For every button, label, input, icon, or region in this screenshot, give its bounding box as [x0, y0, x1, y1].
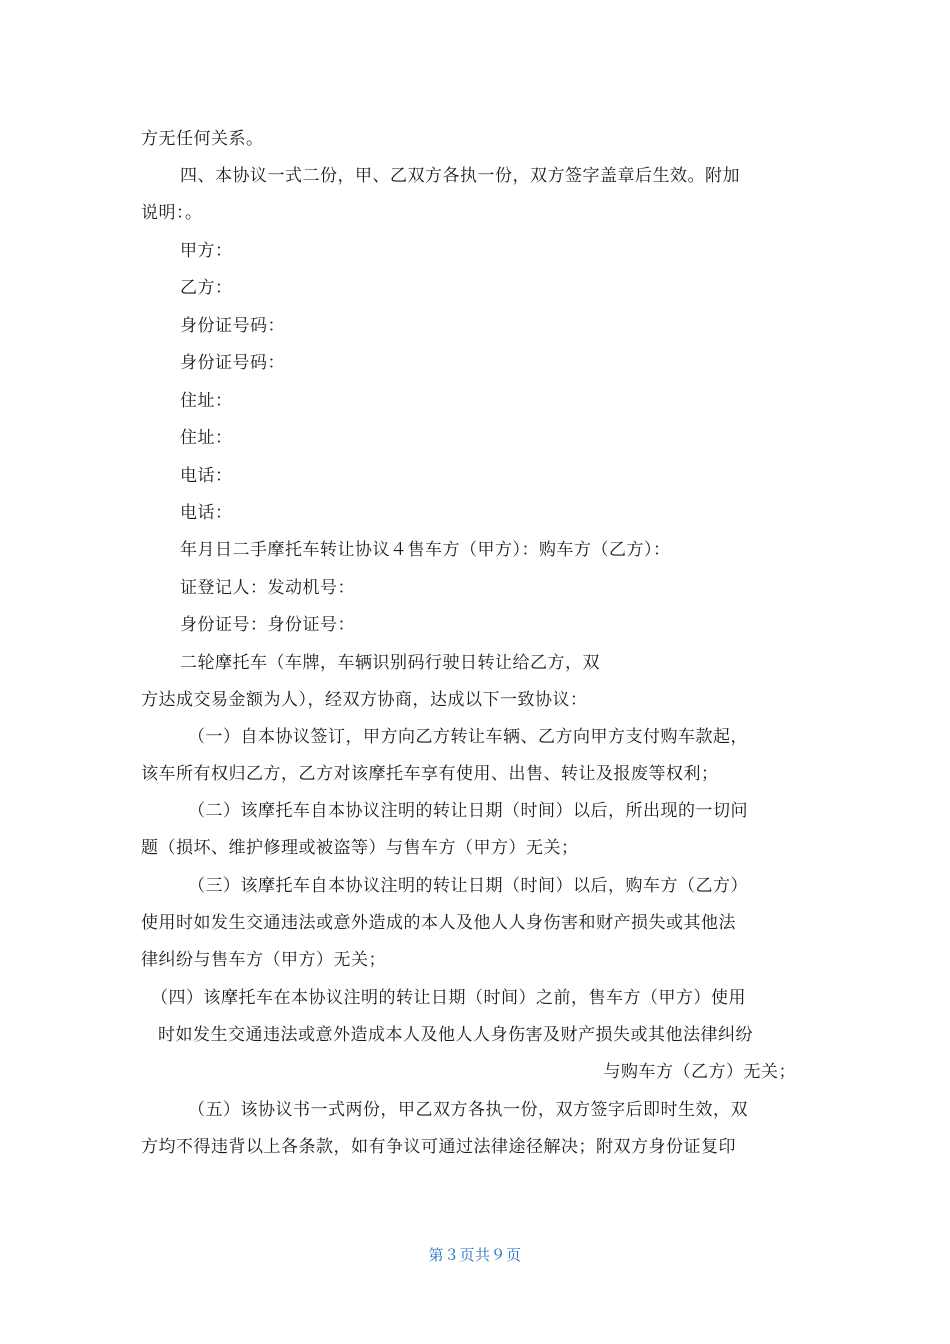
agreement-heading-line: 年月日二手摩托车转让协议４售车方（甲方）：购车方（乙方）： [180, 540, 671, 560]
clause-3-line: 使用时如发生交通违法或意外造成的本人及他人人身伤害和财产损失或其他法 [141, 913, 736, 933]
clause-2-line: 题（损坏、维护修理或被盗等）与售车方（甲方）无关； [141, 838, 579, 858]
phone-label: 电话： [180, 503, 233, 523]
clause-3-line: 律纠纷与售车方（甲方）无关； [141, 950, 386, 970]
clause-4-line: （四）该摩托车在本协议注明的转让日期（时间）之前，售车方（甲方）使用 [151, 988, 746, 1008]
clause-2-line: （二）该摩托车自本协议注明的转让日期（时间）以后，所出现的一切问 [188, 801, 748, 821]
clause-4-line: 与购车方（乙方）无关； [603, 1062, 796, 1082]
phone-label: 电话： [180, 466, 233, 486]
paragraph-line: 方无任何关系。 [141, 129, 264, 149]
party-b-label: 乙方： [180, 278, 233, 298]
paragraph-line: 证登记人：发动机号： [180, 578, 355, 598]
clause-3-line: （三）该摩托车自本协议注明的转让日期（时间）以后，购车方（乙方） [188, 876, 748, 896]
address-label: 住址： [180, 428, 233, 448]
paragraph-line: 四、本协议一式二份，甲、乙双方各执一份，双方签字盖章后生效。附加 [180, 166, 740, 186]
clause-5-line: （五）该协议书一式两份，甲乙双方各执一份，双方签字后即时生效，双 [188, 1100, 748, 1120]
paragraph-line: 说明：。 [141, 203, 203, 223]
paragraph-line: 方达成交易金额为人），经双方协商，达成以下一致协议： [141, 690, 588, 710]
id-number-label: 身份证号码： [180, 316, 285, 336]
clause-4-line: 时如发生交通违法或意外造成本人及他人人身伤害及财产损失或其他法律纠纷 [158, 1025, 753, 1045]
page-number-footer: 第３页共９页 [428, 1246, 522, 1264]
id-number-label: 身份证号码： [180, 353, 285, 373]
clause-1-line: （一）自本协议签订，甲方向乙方转让车辆、乙方向甲方支付购车款起， [188, 727, 748, 747]
paragraph-line: 二轮摩托车（车牌，车辆识别码行驶日转让给乙方，双 [180, 653, 600, 673]
address-label: 住址： [180, 391, 233, 411]
clause-5-line: 方均不得违背以上各条款，如有争议可通过法律途径解决；附双方身份证复印 [141, 1137, 736, 1157]
clause-1-line: 该车所有权归乙方，乙方对该摩托车享有使用、出售、转让及报废等权利； [141, 764, 719, 784]
party-a-label: 甲方： [180, 241, 233, 261]
paragraph-line: 身份证号：身份证号： [180, 615, 355, 635]
